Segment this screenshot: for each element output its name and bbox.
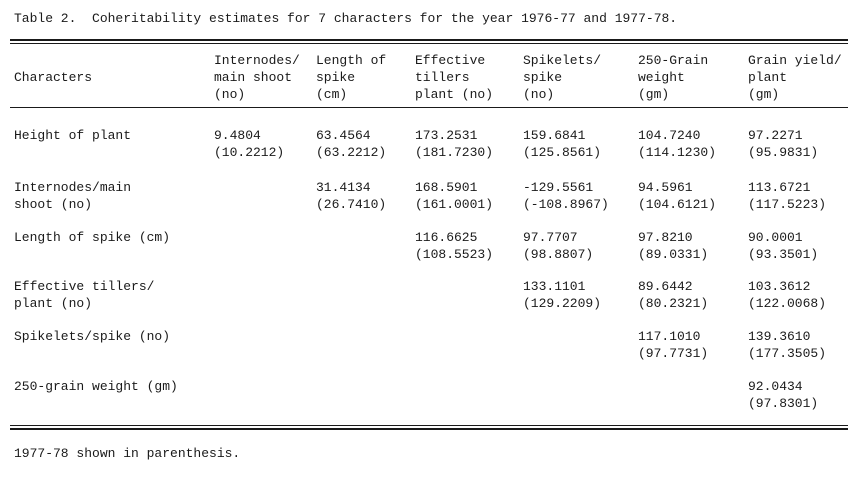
column-header: main shoot — [214, 70, 293, 85]
row-label: Spikelets/spike (no) — [14, 329, 171, 344]
value-1976-77: 173.2531 — [415, 128, 478, 143]
value-1977-78: (63.2212) — [316, 145, 387, 160]
value-1976-77: 97.8210 — [638, 230, 693, 245]
value-1977-78: (161.0001) — [415, 197, 494, 212]
column-header: (cm) — [316, 87, 348, 102]
value-1976-77: 104.7240 — [638, 128, 701, 143]
value-1976-77: 90.0001 — [748, 230, 803, 245]
row-label: shoot (no) — [14, 197, 93, 212]
column-header: spike — [316, 70, 356, 85]
value-1976-77: 97.7707 — [523, 230, 578, 245]
column-header: 250-Grain — [638, 53, 709, 68]
value-1977-78: (10.2212) — [214, 145, 285, 160]
value-1976-77: 97.2271 — [748, 128, 803, 143]
value-1977-78: (98.8807) — [523, 247, 594, 262]
value-1976-77: -129.5561 — [523, 180, 594, 195]
value-1976-77: 31.4134 — [316, 180, 371, 195]
column-header: Length of — [316, 53, 387, 68]
column-header: plant (no) — [415, 87, 494, 102]
value-1977-78: (89.0331) — [638, 247, 709, 262]
top-rule-thin — [10, 43, 848, 44]
value-1977-78: (97.8301) — [748, 396, 819, 411]
column-header: plant — [748, 70, 788, 85]
row-label: Height of plant — [14, 128, 132, 143]
value-1976-77: 94.5961 — [638, 180, 693, 195]
value-1976-77: 9.4804 — [214, 128, 261, 143]
value-1977-78: (95.9831) — [748, 145, 819, 160]
row-label: Effective tillers/ — [14, 279, 155, 294]
value-1976-77: 63.4564 — [316, 128, 371, 143]
header-characters: Characters — [14, 70, 93, 85]
value-1976-77: 133.1101 — [523, 279, 586, 294]
column-header: Internodes/ — [214, 53, 300, 68]
row-label: Internodes/main — [14, 180, 132, 195]
column-header: Spikelets/ — [523, 53, 602, 68]
table-caption: Table 2. Coheritability estimates for 7 characters for the year 1976-77 and 1977-78. — [14, 11, 678, 26]
top-rule — [10, 39, 848, 41]
value-1977-78: (104.6121) — [638, 197, 717, 212]
value-1977-78: (129.2209) — [523, 296, 602, 311]
value-1977-78: (97.7731) — [638, 346, 709, 361]
value-1977-78: (114.1230) — [638, 145, 717, 160]
value-1976-77: 168.5901 — [415, 180, 478, 195]
value-1977-78: (117.5223) — [748, 197, 827, 212]
column-header: (no) — [214, 87, 246, 102]
value-1977-78: (181.7230) — [415, 145, 494, 160]
value-1976-77: 113.6721 — [748, 180, 811, 195]
column-header: (no) — [523, 87, 555, 102]
row-label: plant (no) — [14, 296, 93, 311]
row-label: Length of spike (cm) — [14, 230, 171, 245]
value-1976-77: 116.6625 — [415, 230, 478, 245]
column-header: spike — [523, 70, 563, 85]
table-footnote: 1977-78 shown in parenthesis. — [14, 446, 241, 461]
value-1976-77: 92.0434 — [748, 379, 803, 394]
value-1977-78: (-108.8967) — [523, 197, 609, 212]
value-1977-78: (177.3505) — [748, 346, 827, 361]
value-1977-78: (26.7410) — [316, 197, 387, 212]
value-1977-78: (125.8561) — [523, 145, 602, 160]
bottom-rule — [10, 428, 848, 430]
bottom-rule-thin — [10, 425, 848, 426]
column-header: (gm) — [638, 87, 670, 102]
column-header: (gm) — [748, 87, 780, 102]
header-rule — [10, 107, 848, 108]
value-1976-77: 159.6841 — [523, 128, 586, 143]
column-header: Effective — [415, 53, 486, 68]
value-1976-77: 117.1010 — [638, 329, 701, 344]
value-1977-78: (122.0068) — [748, 296, 827, 311]
value-1977-78: (108.5523) — [415, 247, 494, 262]
column-header: weight — [638, 70, 685, 85]
row-label: 250-grain weight (gm) — [14, 379, 178, 394]
column-header: tillers — [415, 70, 470, 85]
value-1976-77: 139.3610 — [748, 329, 811, 344]
column-header: Grain yield/ — [748, 53, 842, 68]
value-1977-78: (93.3501) — [748, 247, 819, 262]
value-1976-77: 103.3612 — [748, 279, 811, 294]
value-1977-78: (80.2321) — [638, 296, 709, 311]
value-1976-77: 89.6442 — [638, 279, 693, 294]
